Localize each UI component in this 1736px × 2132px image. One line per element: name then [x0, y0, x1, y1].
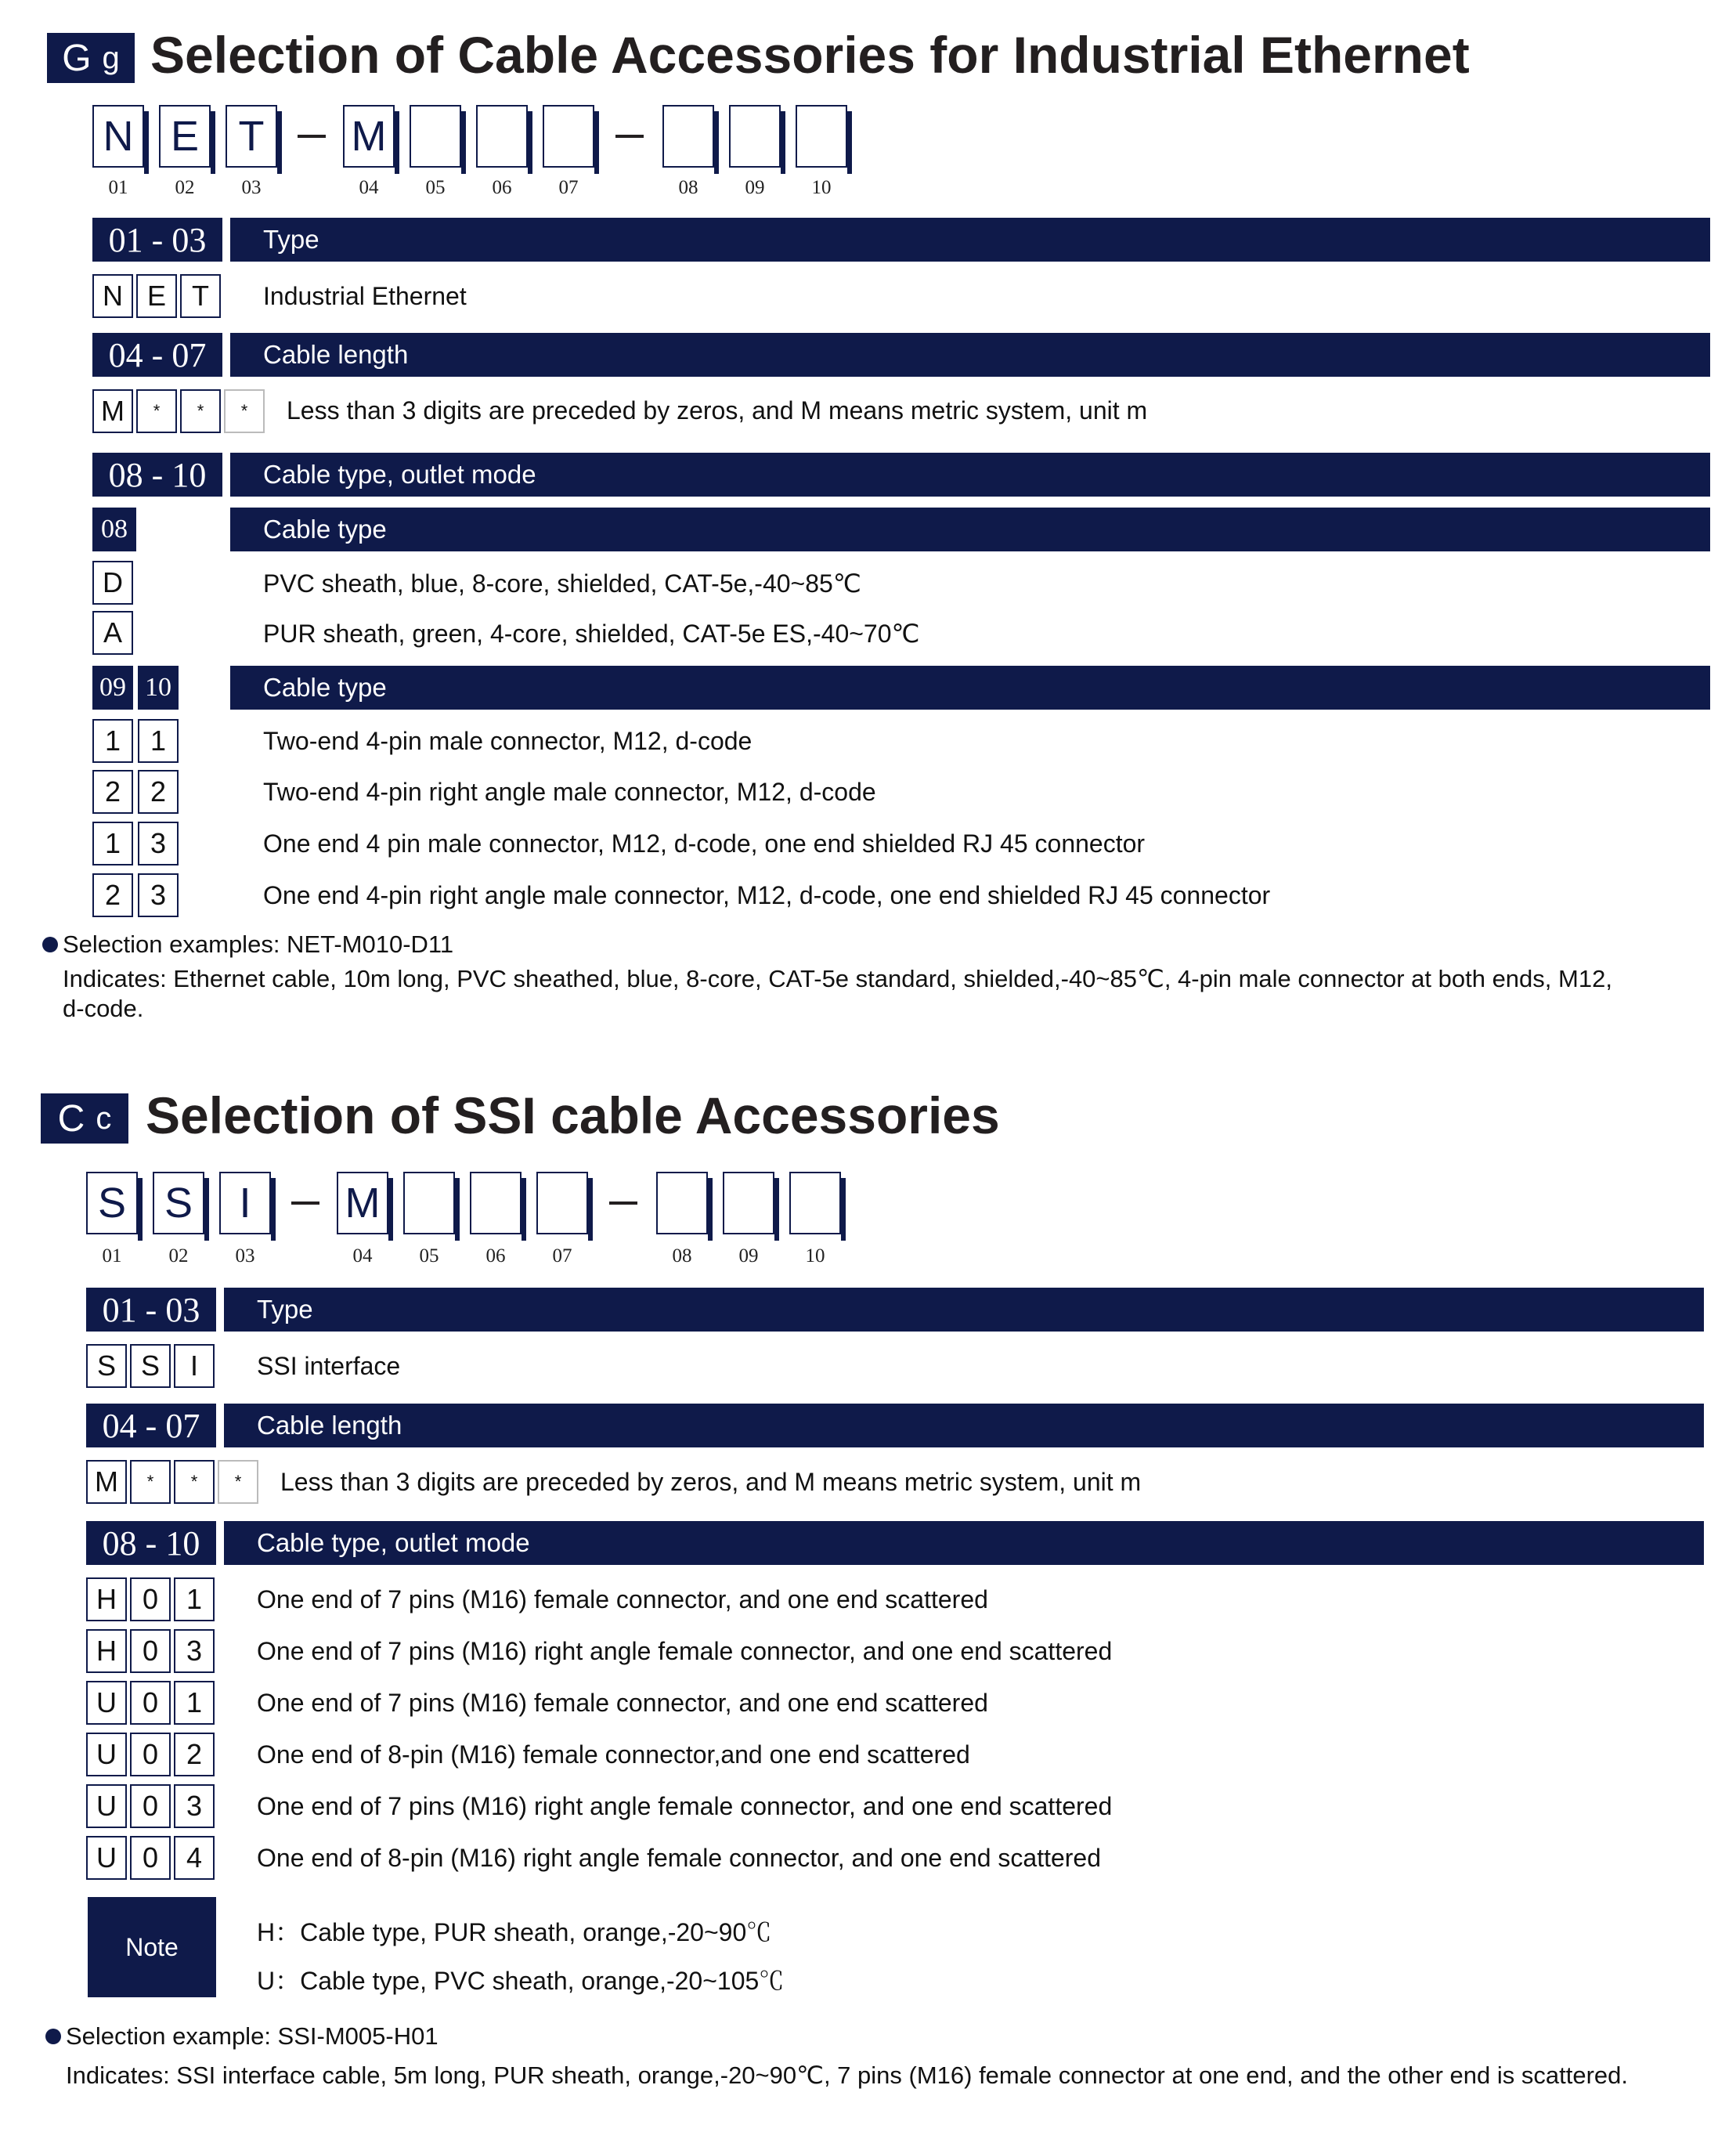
ssi-title: Selection of SSI cable Accessories: [146, 1086, 1000, 1144]
separator-dash: [291, 1202, 319, 1205]
code-cell: 0: [130, 1681, 171, 1725]
position-number: 04: [359, 177, 379, 198]
section-header: Type: [224, 1288, 1704, 1332]
position-number: 07: [558, 177, 579, 198]
code-box: T: [226, 105, 277, 168]
code-cell: 1: [174, 1577, 215, 1621]
code-cell: H: [86, 1629, 127, 1673]
code-cell: M: [86, 1460, 127, 1504]
code-box: [789, 1172, 841, 1234]
code-box: S: [153, 1172, 204, 1234]
range-header: 04 - 07: [92, 333, 222, 377]
code-box: [656, 1172, 708, 1234]
code-cell: I: [174, 1344, 215, 1388]
code-cell: 2: [92, 770, 133, 814]
code-box: S: [86, 1172, 138, 1234]
code-cell: H: [86, 1577, 127, 1621]
separator-dash: [609, 1202, 637, 1205]
code-cell: 1: [92, 719, 133, 763]
code-cell: U: [86, 1681, 127, 1725]
range-header: 04 - 07: [86, 1404, 216, 1447]
outlet-description: One end of 7 pins (M16) right angle female connector, and one end scattered: [257, 1792, 1113, 1820]
section-header: Cable type: [230, 666, 1710, 710]
code-cell: D: [92, 561, 133, 605]
code-cell: N: [92, 274, 133, 318]
range-header: 01 - 03: [92, 218, 222, 262]
code-cell: 2: [174, 1733, 215, 1776]
connector-description: Two-end 4-pin male connector, M12, d-code: [263, 727, 753, 755]
note-line-h: H：Cable type, PUR sheath, orange,-20~90℃: [257, 1918, 772, 1946]
code-cell: *: [224, 389, 265, 433]
range-header: 08 - 10: [92, 453, 222, 497]
ethernet-title: Selection of Cable Accessories for Industrial Ethernet: [150, 26, 1470, 84]
position-number: 02: [168, 1245, 189, 1267]
code-box: [543, 105, 594, 168]
code-cell: A: [92, 611, 133, 655]
position-number: 06: [485, 1245, 506, 1267]
code-cell: *: [218, 1460, 258, 1504]
code-cell: 4: [174, 1836, 215, 1880]
section-header: Type: [230, 218, 1710, 262]
code-box: [410, 105, 461, 168]
length-description: Less than 3 digits are preceded by zeros, and M means metric system, unit m: [280, 1468, 1142, 1496]
position-number: 03: [241, 177, 262, 198]
ethernet-badge: [47, 33, 135, 83]
type-description: SSI interface: [257, 1352, 401, 1380]
code-cell: *: [180, 389, 221, 433]
position-number: 08: [672, 1245, 692, 1267]
position-number: 10: [811, 177, 832, 198]
outlet-description: One end of 7 pins (M16) right angle female connector, and one end scattered: [257, 1637, 1113, 1665]
code-cell: U: [86, 1733, 127, 1776]
badge-lower: c: [96, 1100, 112, 1136]
code-box: E: [159, 105, 211, 168]
code-cell: 0: [130, 1577, 171, 1621]
position-number: 01: [102, 1245, 122, 1267]
bullet-icon: [42, 937, 58, 952]
outlet-description: One end of 7 pins (M16) female connector, and one end scattered: [257, 1585, 988, 1613]
type-description: Industrial Ethernet: [263, 282, 467, 310]
section-header: Cable length: [230, 333, 1710, 377]
position-number: 05: [419, 1245, 439, 1267]
outlet-description: One end of 8-pin (M16) right angle female connector, and one end scattered: [257, 1844, 1102, 1872]
connector-description: One end 4-pin right angle male connector, M12, d-code, one end shielded RJ 45 connector: [263, 881, 1271, 909]
badge-upper: C: [57, 1097, 85, 1140]
outlet-description: One end of 7 pins (M16) female connector, and one end scattered: [257, 1689, 988, 1717]
code-cell: M: [92, 389, 133, 433]
position-number: 09: [745, 177, 765, 198]
section-header: Cable type, outlet mode: [224, 1521, 1704, 1565]
section-header: Cable type: [230, 508, 1710, 551]
code-cell: 0: [130, 1836, 171, 1880]
position-number: 07: [552, 1245, 572, 1267]
code-box: M: [343, 105, 395, 168]
range-header: 01 - 03: [86, 1288, 216, 1332]
separator-dash: [298, 135, 326, 138]
code-cell: 3: [174, 1629, 215, 1673]
code-cell: 2: [138, 770, 179, 814]
outlet-description: One end of 8-pin (M16) female connector,and one end scattered: [257, 1740, 970, 1769]
position-number: 06: [492, 177, 512, 198]
position-label: 08: [92, 508, 136, 551]
code-box: [662, 105, 714, 168]
code-cell: *: [136, 389, 177, 433]
code-cell: T: [180, 274, 221, 318]
code-box: M: [337, 1172, 388, 1234]
code-cell: S: [86, 1344, 127, 1388]
selection-example: Selection examples: NET-M010-D11: [63, 930, 454, 958]
code-box: [723, 1172, 774, 1234]
code-cell: 3: [174, 1784, 215, 1828]
code-cell: *: [130, 1460, 171, 1504]
code-cell: U: [86, 1836, 127, 1880]
code-cell: 1: [92, 822, 133, 865]
code-cell: 3: [138, 873, 179, 917]
code-cell: S: [130, 1344, 171, 1388]
code-cell: 1: [138, 719, 179, 763]
position-label: 09: [92, 666, 133, 710]
note-line-u: U：Cable type, PVC sheath, orange,-20~105℃: [257, 1967, 785, 1995]
code-box: [796, 105, 847, 168]
code-cell: 0: [130, 1733, 171, 1776]
ssi-badge: [41, 1093, 128, 1144]
code-box: I: [219, 1172, 271, 1234]
code-box: [536, 1172, 588, 1234]
section-header: Cable length: [224, 1404, 1704, 1447]
section-header: Cable type, outlet mode: [230, 453, 1710, 497]
code-box: [403, 1172, 455, 1234]
code-box: [729, 105, 781, 168]
position-number: 09: [738, 1245, 759, 1267]
code-cell: E: [136, 274, 177, 318]
example-explanation: Indicates: Ethernet cable, 10m long, PVC sheathed, blue, 8-core, CAT-5e standard, shielded,-40~85℃, 4-pin male connector at both ends, M12,: [63, 965, 1612, 992]
code-box: N: [92, 105, 144, 168]
code-cell: 2: [92, 873, 133, 917]
badge-upper: G: [62, 37, 92, 79]
code-cell: 3: [138, 822, 179, 865]
separator-dash: [615, 135, 644, 138]
cable-description: PVC sheath, blue, 8-core, shielded, CAT-5e,-40~85℃: [263, 569, 861, 598]
code-cell: 1: [174, 1681, 215, 1725]
selection-example: Selection example: SSI-M005-H01: [66, 2022, 439, 2050]
connector-description: One end 4 pin male connector, M12, d-code, one end shielded RJ 45 connector: [263, 829, 1146, 858]
code-cell: U: [86, 1784, 127, 1828]
badge-lower: g: [102, 40, 120, 75]
bullet-icon: [45, 2029, 61, 2044]
position-number: 05: [425, 177, 446, 198]
code-cell: 0: [130, 1629, 171, 1673]
connector-description: Two-end 4-pin right angle male connector, M12, d-code: [263, 778, 876, 806]
position-number: 03: [235, 1245, 255, 1267]
code-cell: 0: [130, 1784, 171, 1828]
position-number: 01: [108, 177, 128, 198]
code-box: [476, 105, 528, 168]
position-number: 02: [175, 177, 195, 198]
note-label: Note: [88, 1897, 216, 1997]
position-label: 10: [138, 666, 179, 710]
position-number: 10: [805, 1245, 825, 1267]
example-explanation-cont: d-code.: [63, 995, 144, 1022]
cable-description: PUR sheath, green, 4-core, shielded, CAT-5e ES,-40~70℃: [263, 620, 920, 648]
code-box: [470, 1172, 522, 1234]
example-explanation: Indicates: SSI interface cable, 5m long, PUR sheath, orange,-20~90℃, 7 pins (M16) female connector at one end, and the other end is scattered.: [66, 2062, 1629, 2089]
code-cell: *: [174, 1460, 215, 1504]
position-number: 04: [352, 1245, 373, 1267]
length-description: Less than 3 digits are preceded by zeros, and M means metric system, unit m: [287, 396, 1148, 425]
position-number: 08: [678, 177, 698, 198]
range-header: 08 - 10: [86, 1521, 216, 1565]
